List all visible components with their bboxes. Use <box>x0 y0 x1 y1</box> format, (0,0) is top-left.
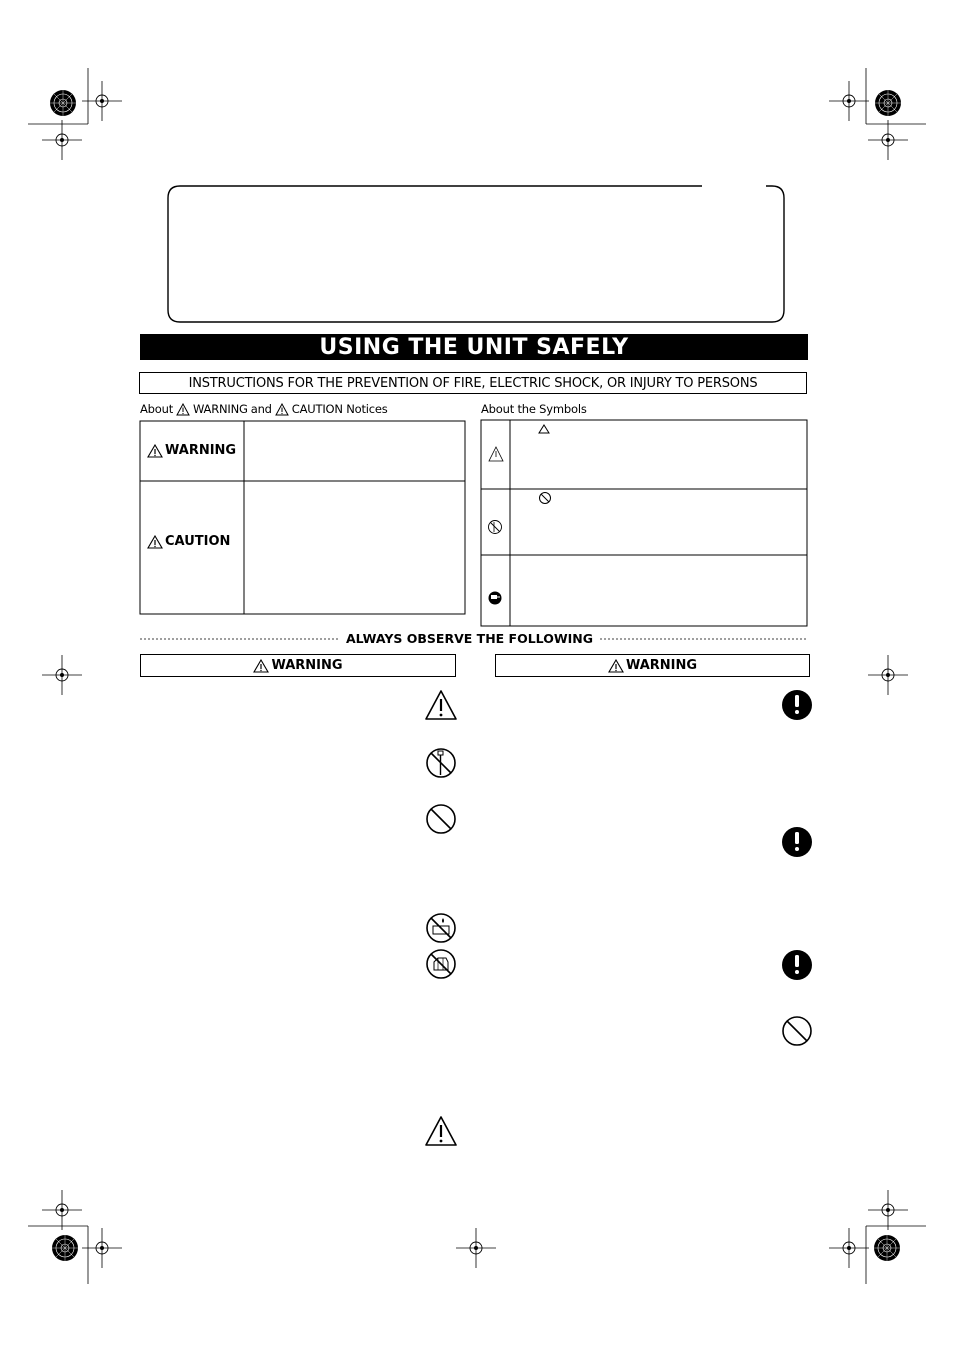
always-observe-title: ALWAYS OBSERVE THE FOLLOWING <box>340 631 599 646</box>
caution-label-text: CAUTION <box>165 534 231 549</box>
notices-heading-caution: CAUTION Notices <box>291 402 388 416</box>
notices-heading-and: and <box>250 402 272 416</box>
instructions-subheader: INSTRUCTIONS FOR THE PREVENTION OF FIRE, ELECTRIC SHOCK, OR INJURY TO PERSONS <box>139 372 807 394</box>
mandatory-icon <box>782 827 812 857</box>
warning-header-left-text: WARNING <box>271 658 343 673</box>
prohibited-icon <box>783 1017 811 1045</box>
notices-heading-warning: WARNING <box>193 402 248 416</box>
warning-label-text: WARNING <box>165 443 237 458</box>
notices-heading-about: About <box>140 402 174 416</box>
warning-header-right-text: WARNING <box>625 658 698 673</box>
symbols-heading: About the Symbols <box>481 402 587 416</box>
mandatory-icon <box>782 690 812 720</box>
page-title: USING THE UNIT SAFELY <box>140 334 808 360</box>
mandatory-icon <box>782 950 812 980</box>
